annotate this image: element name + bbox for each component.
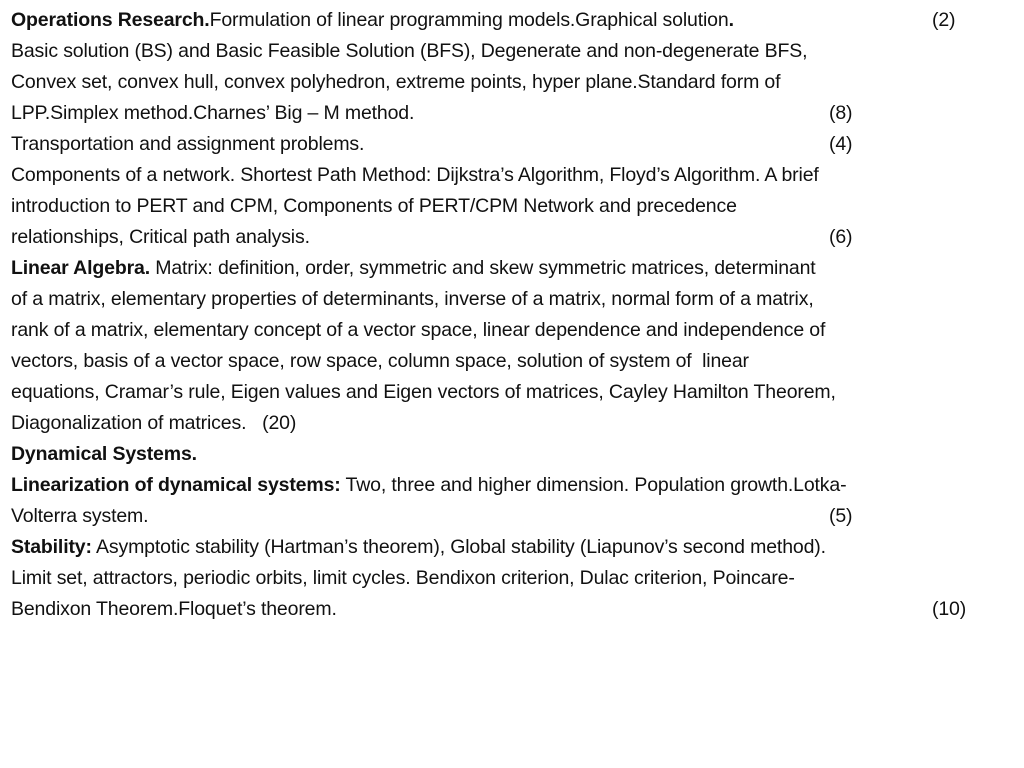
ds-stab-line-3 xyxy=(11,594,1017,625)
or-line-7-text: introduction to PERT and CPM, Components of PERT/CPM Network and precedence xyxy=(11,195,737,217)
ds-stab-line-1-text: Asymptotic stability (Hartman’s theorem), Global stability (Liapunov’s second method). xyxy=(91,536,826,558)
ds-heading-line xyxy=(11,439,1017,470)
ds-marks-5: (5) xyxy=(829,505,853,527)
or-line-5-text: Transportation and assignment problems. xyxy=(11,133,365,155)
la-line-6 xyxy=(11,408,1017,439)
or-marks-4: (4) xyxy=(829,133,853,155)
or-marks-6: (6) xyxy=(829,226,853,248)
la-line-2 xyxy=(11,284,1017,315)
syllabus-text xyxy=(11,5,1017,625)
or-line-2 xyxy=(11,36,1017,67)
or-line-8 xyxy=(11,222,1017,253)
ds-stab-line-2 xyxy=(11,563,1017,594)
la-line-1-text: Matrix: definition, order, symmetric and skew symmetric matrices, determinant xyxy=(149,257,816,279)
la-line-3-text: rank of a matrix, elementary concept of a vector space, linear dependence and independence of xyxy=(11,319,826,341)
la-line-4 xyxy=(11,346,1017,377)
ds-stab-line-2-text: Limit set, attractors, periodic orbits, limit cycles. Bendixon criterion, Dulac criterion, Poincare- xyxy=(11,567,795,589)
or-line-3-text: Convex set, convex hull, convex polyhedron, extreme points, hyper plane.Standard form of xyxy=(11,71,781,93)
la-heading: Linear Algebra. xyxy=(11,257,150,279)
or-line-4 xyxy=(11,98,1017,129)
ds-linearization-heading: Linearization of dynamical systems: xyxy=(11,474,341,496)
or-marks-8: (8) xyxy=(829,102,853,124)
or-line-1-text: Formulation of linear programming models.Graphical solution xyxy=(209,9,729,31)
la-line-5-text: equations, Cramar’s rule, Eigen values and Eigen vectors of matrices, Cayley Hamilton Theorem, xyxy=(11,381,836,403)
la-line-1 xyxy=(11,253,1017,284)
la-line-4-text: vectors, basis of a vector space, row space, column space, solution of system of linear xyxy=(11,350,749,372)
ds-stab-line-1 xyxy=(11,532,1017,563)
or-line-6-text: Components of a network. Shortest Path Method: Dijkstra’s Algorithm, Floyd’s Algorithm. A brief xyxy=(11,164,819,186)
ds-marks-10: (10) xyxy=(932,598,967,620)
or-heading: Operations Research. xyxy=(11,9,210,31)
ds-heading: Dynamical Systems. xyxy=(11,443,197,465)
or-line-3 xyxy=(11,67,1017,98)
ds-lin-line-1 xyxy=(11,470,1017,501)
or-line-6 xyxy=(11,160,1017,191)
la-line-6-text: Diagonalization of matrices. (20) xyxy=(11,412,297,434)
or-line-8-text: relationships, Critical path analysis. xyxy=(11,226,310,248)
la-line-3 xyxy=(11,315,1017,346)
ds-lin-line-2-text: Volterra system. xyxy=(11,505,149,527)
or-line-2-text: Basic solution (BS) and Basic Feasible Solution (BFS), Degenerate and non-degenerate BFS, xyxy=(11,40,808,62)
or-line-7 xyxy=(11,191,1017,222)
la-line-5 xyxy=(11,377,1017,408)
or-line-5 xyxy=(11,129,1017,160)
ds-lin-line-1-text: Two, three and higher dimension. Population growth.Lotka- xyxy=(340,474,847,496)
ds-lin-line-2 xyxy=(11,501,1017,532)
la-line-2-text: of a matrix, elementary properties of determinants, inverse of a matrix, normal form of a matrix, xyxy=(11,288,814,310)
ds-stab-line-3-text: Bendixon Theorem.Floquet’s theorem. xyxy=(11,598,337,620)
or-line-1 xyxy=(11,5,1017,36)
or-line-1-period: . xyxy=(728,9,734,31)
or-marks-2: (2) xyxy=(932,9,956,31)
or-line-4-text: LPP.Simplex method.Charnes’ Big – M method. xyxy=(11,102,415,124)
ds-stability-heading: Stability: xyxy=(11,536,92,558)
